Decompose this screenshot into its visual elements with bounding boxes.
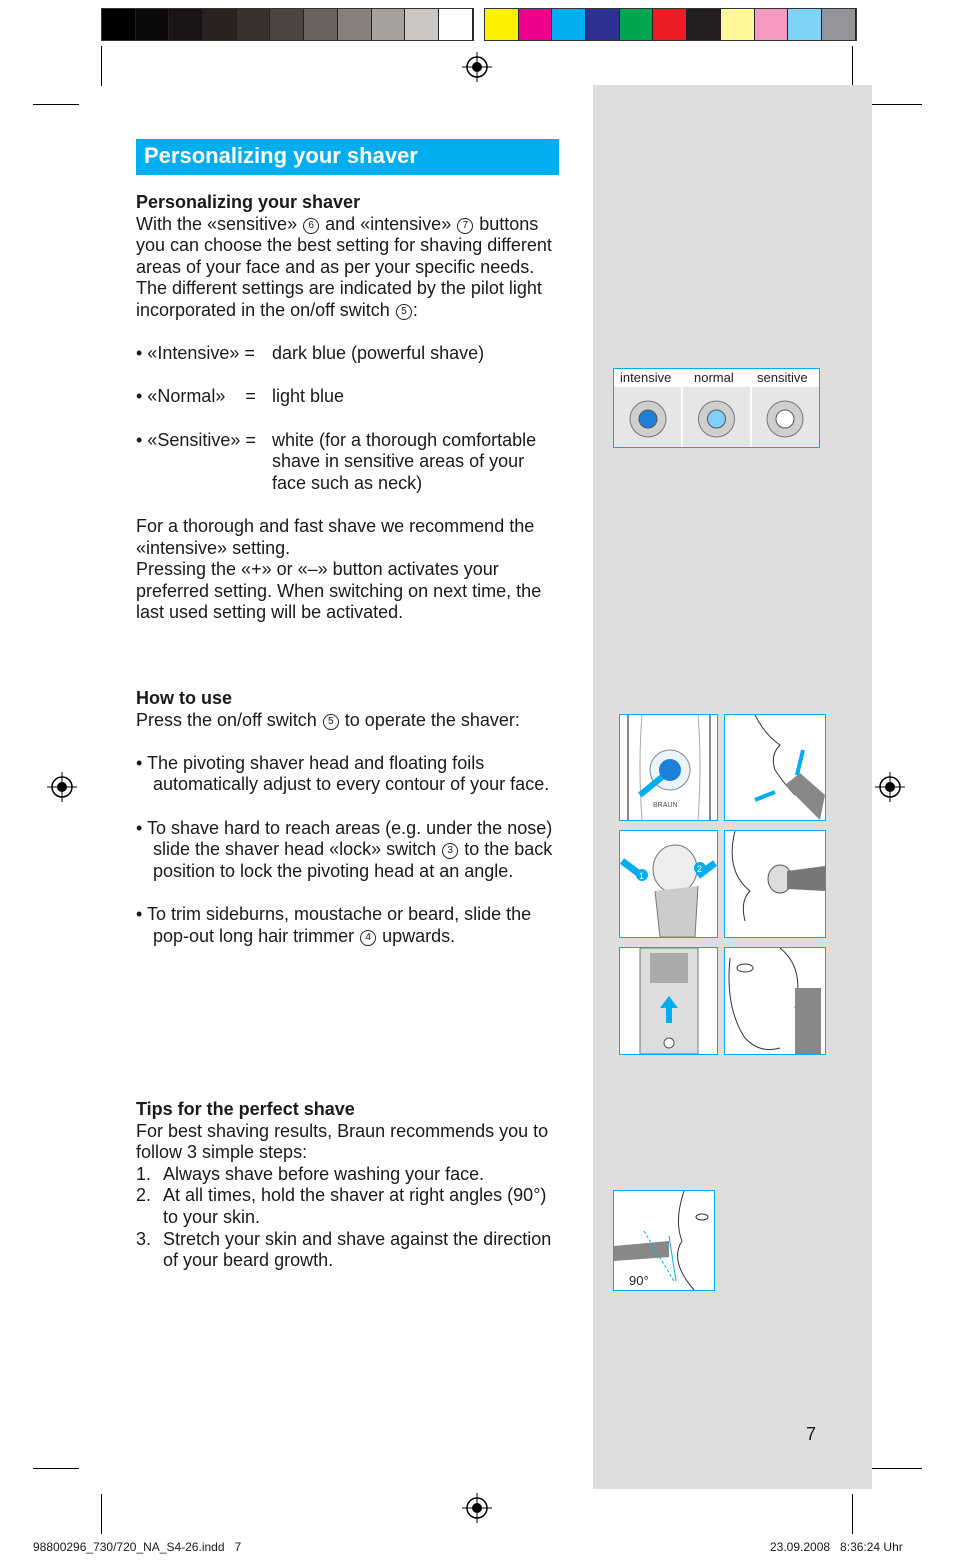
color-swatch — [552, 9, 586, 40]
registration-mark-icon — [875, 772, 905, 802]
callout-number: 7 — [457, 218, 473, 234]
color-swatch — [338, 9, 372, 40]
color-swatch — [653, 9, 687, 40]
personalizing-section — [136, 192, 566, 624]
process-color-bar — [484, 8, 857, 41]
shaver-mode-buttons-icon — [614, 387, 819, 447]
crop-mark — [101, 46, 102, 86]
trimmer-figure — [619, 947, 718, 1055]
recommendation-text: For a thorough and fast shave we recommend the «intensive» setting. — [136, 515, 535, 558]
color-swatch — [169, 9, 203, 40]
trimmer-up-icon — [620, 948, 717, 1054]
section-title-bar — [136, 139, 559, 175]
how-to-use-intro: Press the on/off switch 5 to operate the shaver: — [136, 709, 520, 730]
color-swatch — [519, 9, 553, 40]
angle-label: 90° — [629, 1273, 649, 1288]
callout-number: 3 — [442, 843, 458, 859]
mode-pilot-light — [708, 410, 726, 428]
shave-mode-figure — [613, 368, 820, 448]
page-number: 7 — [806, 1424, 817, 1444]
color-swatch — [485, 9, 519, 40]
tips-intro: For best shaving results, Braun recommends you to follow 3 simple steps: — [136, 1120, 549, 1163]
lock-step-label: 2 — [697, 864, 703, 874]
list-item: • To shave hard to reach areas (e.g. under the nose) slide the shaver head «lock» switch 3 to the back position to lock the pivoting head at an angle. — [136, 817, 553, 881]
setting-row: • «Normal» = light blue — [136, 386, 345, 407]
personalizing-intro: With the «sensitive» 6 and «intensive» 7 buttons you can choose the best setting for shaving different areas of your face and as per your specific needs. The different settings are indicated by the pilot light incorporated in the on/off switch 5 : — [136, 213, 552, 320]
footer-timestamp: 23.09.2008 8:36:24 Uhr — [770, 1540, 903, 1554]
section-heading: Personalizing your shaver — [136, 192, 361, 212]
crop-mark — [852, 46, 853, 86]
under-nose-figure — [724, 830, 826, 938]
crop-mark — [852, 1494, 853, 1534]
pressing-text: Pressing the «+» or «–» button activates your preferred setting. When switching on next time, the last used setting will be activated. — [136, 559, 542, 623]
color-swatch — [687, 9, 721, 40]
how-to-use-section — [136, 688, 566, 947]
list-item: 1. Always shave before washing your face. — [136, 1163, 485, 1184]
lock-step-label: 1 — [639, 871, 645, 881]
pivot-head-figure — [724, 714, 826, 821]
brand-label: BRAUN — [653, 802, 678, 809]
callout-number: 6 — [303, 218, 319, 234]
shaving-angle-icon — [614, 1191, 714, 1290]
mode-label: intensive — [620, 370, 672, 385]
power-button-figure — [619, 714, 718, 821]
section-heading: How to use — [136, 688, 233, 708]
list-item: • To trim sideburns, moustache or beard, slide the pop-out long hair trimmer 4 upwards. — [136, 903, 532, 946]
footer-file-info: 98800296_730/720_NA_S4-26.indd 7 — [33, 1540, 242, 1554]
color-swatch — [270, 9, 304, 40]
gray-color-bar — [101, 8, 474, 41]
registration-mark-icon — [462, 1493, 492, 1523]
shaving-chin-icon — [725, 715, 825, 820]
callout-number: 5 — [323, 714, 339, 730]
setting-row: • «Intensive» = dark blue (powerful shave) — [136, 343, 485, 364]
trimming-sideburn-icon — [725, 948, 825, 1054]
shaving-nose-icon — [725, 831, 825, 937]
list-item: 2. At all times, hold the shaver at right angles (90°) to your skin. — [136, 1185, 547, 1227]
crop-mark — [872, 104, 922, 105]
list-item: • The pivoting shaver head and floating foils automatically adjust to every contour of your face. — [136, 752, 550, 795]
color-swatch — [586, 9, 620, 40]
color-swatch — [620, 9, 654, 40]
registration-mark-icon — [47, 772, 77, 802]
list-item: 3. Stretch your skin and shave against the direction of your beard growth. — [136, 1228, 552, 1271]
registration-mark-icon — [462, 52, 492, 82]
mode-pilot-light — [639, 410, 657, 428]
section-heading: Tips for the perfect shave — [136, 1099, 355, 1119]
color-swatch — [372, 9, 406, 40]
setting-row: • «Sensitive» = white (for a thorough comfortable shave in sensitive areas of your face such as neck) — [136, 429, 537, 493]
callout-number: 5 — [396, 304, 412, 320]
color-swatch — [788, 9, 822, 40]
page-title: Personalizing your shaver — [144, 143, 418, 168]
color-swatch — [405, 9, 439, 40]
color-swatch — [822, 9, 856, 40]
angle-figure — [613, 1190, 715, 1291]
sideburn-figure — [724, 947, 826, 1055]
crop-mark — [33, 104, 79, 105]
color-swatch — [304, 9, 338, 40]
shaver-power-icon — [620, 715, 717, 820]
mode-pilot-light — [776, 410, 794, 428]
mode-label: normal — [694, 370, 734, 385]
lock-switch-figure — [619, 830, 718, 938]
color-swatch — [102, 9, 136, 40]
lock-head-icon — [620, 831, 717, 937]
color-swatch — [237, 9, 271, 40]
crop-mark — [872, 1468, 922, 1469]
mode-label: sensitive — [757, 370, 808, 385]
callout-number: 4 — [360, 930, 376, 946]
color-swatch — [136, 9, 170, 40]
color-swatch — [755, 9, 789, 40]
color-swatch — [439, 9, 473, 40]
color-swatch — [721, 9, 755, 40]
crop-mark — [101, 1494, 102, 1534]
tips-section — [136, 1099, 566, 1272]
crop-mark — [33, 1468, 79, 1469]
color-swatch — [203, 9, 237, 40]
